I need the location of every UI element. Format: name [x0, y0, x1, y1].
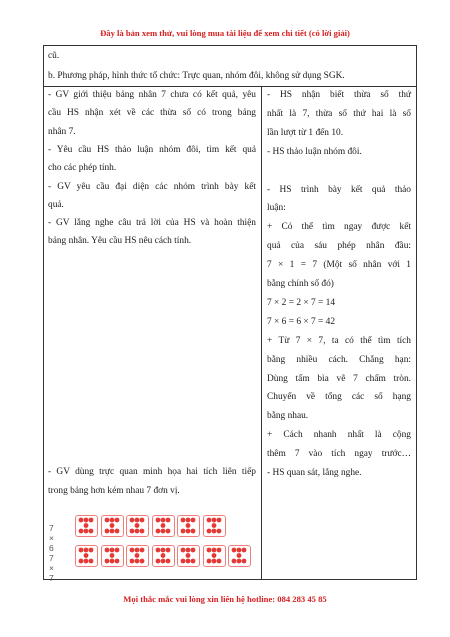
student-line: - HS thảo luận nhóm đôi. — [267, 146, 362, 157]
dice-card — [75, 515, 98, 537]
student-line: bằng chính số đó) — [267, 279, 334, 289]
seven-dots-icon — [127, 516, 147, 535]
intro-line-2: b. Phương pháp, hình thức tổ chức: Trực quan, nhóm đôi, không sử dụng SGK. — [48, 71, 345, 81]
teacher-line: - GV yêu cầu đại diện các nhóm trình bày kết — [48, 181, 256, 192]
seven-dots-icon — [127, 546, 147, 565]
student-line: bằng nhau. — [267, 411, 309, 422]
student-line: luận: — [267, 203, 286, 214]
preview-banner: Đây là bản xem thử, vui lòng mua tài liệu để xem chi tiết (có lời giải) — [100, 28, 350, 38]
dice-card — [101, 515, 124, 537]
teacher-line: - GV dùng trực quan minh họa hai tích liên tiếp — [48, 467, 256, 477]
teacher-line: bảng nhân. Yêu cầu HS nêu cách tính. — [48, 236, 192, 247]
seven-dots-icon — [204, 546, 224, 565]
intro-line-1: cũ. — [48, 51, 60, 61]
intro-row — [44, 46, 416, 87]
seven-dots-icon — [76, 516, 96, 535]
seven-dots-icon — [178, 546, 198, 565]
seven-dots-icon — [76, 546, 96, 565]
teacher-line: nhân 7. — [48, 126, 76, 137]
dice-label-7x6: 7 × 6 — [49, 523, 54, 553]
student-line: 7 × 1 = 7 (Một số nhân với 1 — [267, 260, 411, 271]
student-line: + Cách nhanh nhất là cộng — [267, 430, 411, 441]
student-line: - HS trình bày kết quả thảo — [267, 184, 411, 195]
column-divider — [261, 86, 262, 579]
student-line: thêm 7 vào tích ngay trước… — [267, 449, 411, 460]
teacher-line: - GV lắng nghe câu trả lời của HS và hoàn thiện — [48, 218, 256, 229]
seven-dots-icon — [153, 546, 173, 565]
student-line: - HS quan sát, lắng nghe. — [267, 468, 362, 478]
dice-card — [152, 515, 175, 537]
teacher-line: - Yêu cầu HS thảo luận nhóm đôi, tìm kết quả — [48, 144, 256, 155]
dice-card — [203, 515, 226, 537]
lesson-table — [43, 45, 417, 583]
student-line: Dùng tấm bìa vẽ 7 chấm tròn. — [267, 373, 411, 384]
student-line: quả của sáu phép nhân đầu: — [267, 241, 411, 252]
teacher-line: quả. — [48, 199, 64, 210]
student-line: + Có thể tìm ngay được kết — [267, 222, 411, 233]
dice-card — [203, 545, 226, 567]
dice-card — [177, 545, 200, 567]
dice-card — [126, 545, 149, 567]
seven-dots-icon — [178, 516, 198, 535]
seven-dots-icon — [153, 516, 173, 535]
dice-card — [228, 545, 251, 567]
student-line: Chuyển về tổng các số hạng — [267, 392, 411, 403]
teacher-line: - GV giới thiệu bảng nhân 7 chưa có kết quả, yêu — [48, 90, 256, 100]
dice-card — [75, 545, 98, 567]
dice-card — [152, 545, 175, 567]
dice-label-7x7: 7 × 7 — [49, 553, 54, 583]
student-line: bằng nhiều cách. Chẳng hạn: — [267, 354, 411, 365]
teacher-line: trong bảng hơn kém nhau 7 đơn vị. — [48, 486, 180, 496]
hotline-banner: Mọi thắc mắc vui lòng xin liên hệ hotline: 084 283 45 85 — [123, 594, 327, 604]
dice-card — [101, 545, 124, 567]
teacher-line: cho các phép tính. — [48, 163, 117, 174]
student-line: lần lượt từ 1 đến 10. — [267, 127, 344, 138]
seven-dots-icon — [204, 516, 224, 535]
seven-dots-icon — [102, 546, 122, 565]
dice-card — [126, 515, 149, 537]
teacher-line: cầu HS nhận xét về các thừa số có trong bảng — [48, 108, 256, 119]
student-line: 7 × 6 = 6 × 7 = 42 — [267, 316, 336, 327]
seven-dots-icon — [229, 546, 249, 565]
student-line: - HS nhận biết thừa số thứ — [267, 90, 411, 100]
student-line: + Từ 7 × 7, ta có thể tìm tích — [267, 335, 411, 346]
dice-card — [177, 515, 200, 537]
student-line: nhất là 7, thừa số thứ hai là số — [267, 108, 411, 119]
student-line: 7 × 2 = 2 × 7 = 14 — [267, 297, 336, 308]
seven-dots-icon — [102, 516, 122, 535]
